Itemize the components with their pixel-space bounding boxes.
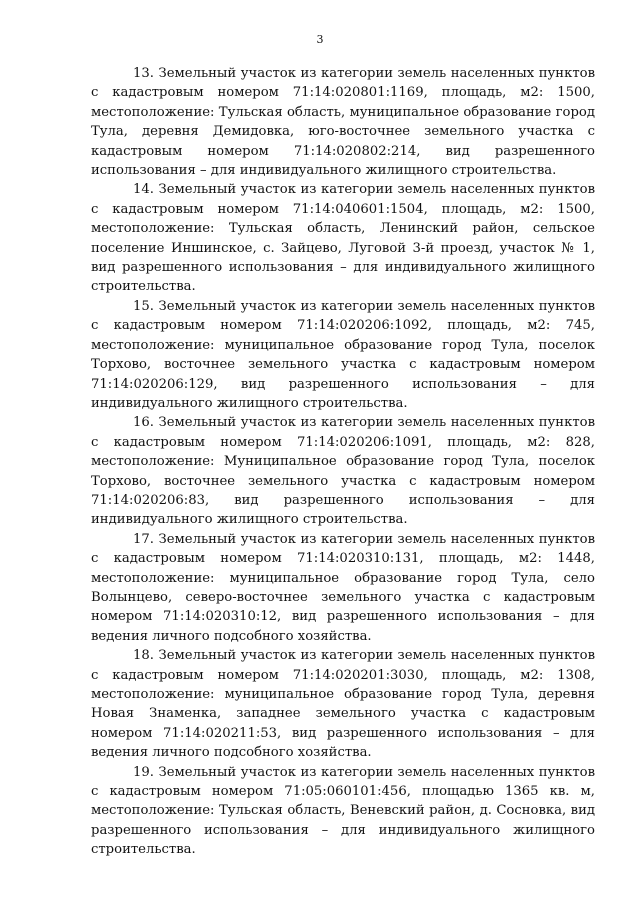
land-plot-item-13: 13. Земельный участок из категории земель населенных пунктов с кадастровым номером 71:14:020801:1169, площадь, м2: 1500, местоположение: Тульская область, муниципальное образование город Тула, деревня Демидовка, юго-восточнее земельного участка с кадастровым номером 71:14:020802:214, вид разрешенного использования – для индивидуального жилищного строительства.	[91, 66, 595, 179]
land-plot-item-16: 16. Земельный участок из категории земель населенных пунктов с кадастровым номером 71:14:020206:1091, площадь, м2: 828, местоположение: Муниципальное образование город Тула, поселок Торхово, восточнее земельного участка с кадастровым номером 71:14:020206:83, вид разрешенного использования – для индивидуального жилищного строительства.	[91, 415, 595, 528]
document-body	[91, 64, 595, 860]
page-number: 3	[316, 33, 324, 46]
land-plot-item-19: 19. Земельный участок из категории земель населенных пунктов с кадастровым номером 71:05:060101:456, площадью 1365 кв. м, местоположение: Тульская область, Веневский район, д. Сосновка, вид разрешенного использования – для индивидуального жилищного строительства.	[91, 764, 595, 858]
land-plot-item-15: 15. Земельный участок из категории земель населенных пунктов с кадастровым номером 71:14:020206:1092, площадь, м2: 745, местоположение: муниципальное образование город Тула, поселок Торхово, восточнее земельного участка с кадастровым номером 71:14:020206:129, вид разрешенного использования – для индивидуального жилищного строительства.	[91, 298, 595, 411]
land-plot-item-18: 18. Земельный участок из категории земель населенных пунктов с кадастровым номером 71:14:020201:3030, площадь, м2: 1308, местоположение: муниципальное образование город Тула, деревня Новая Знаменка, западнее земельного участка с кадастровым номером 71:14:020211:53, вид разрешенного использования – для ведения личного подсобного хозяйства.	[91, 648, 595, 761]
land-plot-item-17: 17. Земельный участок из категории земель населенных пунктов с кадастровым номером 71:14:020310:131, площадь, м2: 1448, местоположение: муниципальное образование город Тула, село Волынцево, северо-восточнее земельного участка с кадастровым номером 71:14:020310:12, вид разрешенного использования – для ведения личного подсобного хозяйства.	[91, 531, 595, 644]
land-plot-item-14: 14. Земельный участок из категории земель населенных пунктов с кадастровым номером 71:14:040601:1504, площадь, м2: 1500, местоположение: Тульская область, Ленинский район, сельское поселение Иншинское, с. Зайцево, Луговой 3-й проезд, участок № 1, вид разрешенного использования – для индивидуального жилищного строительства.	[91, 182, 595, 295]
